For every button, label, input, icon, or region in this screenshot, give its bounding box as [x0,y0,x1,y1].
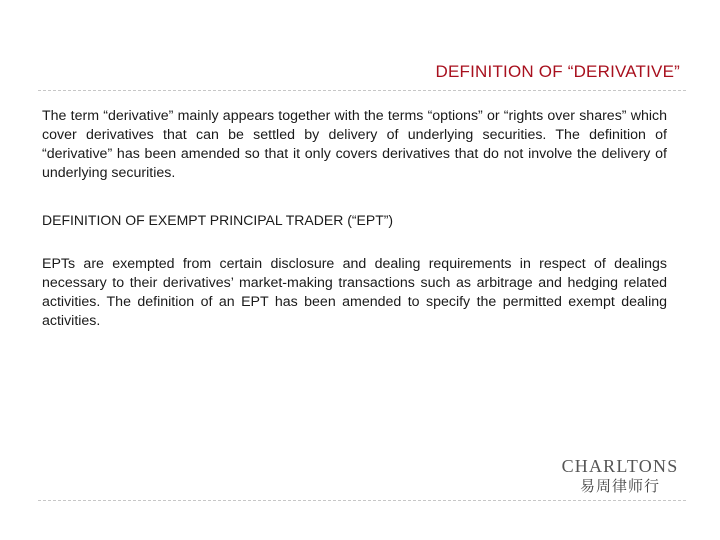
derivative-definition-paragraph: The term “derivative” mainly appears together with the terms “options” or “rights over shares” which cover derivatives that can be settled by delivery of underlying securities. The definition of “derivative” has been amended so that it only covers derivatives that do not involve the delivery of underlying securities. [42,108,667,181]
logo-chinese-name: 易周律师行 [579,477,660,495]
slide-title: DEFINITION OF “DERIVATIVE” [435,62,680,81]
logo-name: CHARLTONS [561,456,679,476]
top-divider [38,90,686,91]
charltons-logo [560,456,680,496]
ept-section-heading: DEFINITION OF EXEMPT PRINCIPAL TRADER (“EPT”) [42,212,394,228]
bottom-divider [38,500,686,501]
ept-definition-paragraph: EPTs are exempted from certain disclosure and dealing requirements in respect of dealings necessary to their derivatives’ market-making transactions such as arbitrage and hedging related activities. The definition of an EPT has been amended to specify the permitted exempt dealing activities. [42,256,667,329]
